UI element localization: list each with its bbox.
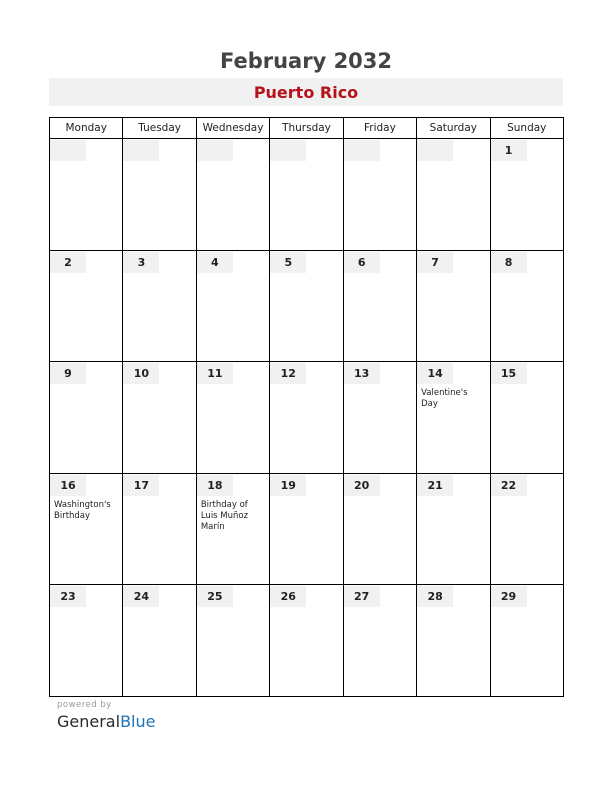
day-cell <box>490 362 563 474</box>
day-cell <box>50 362 123 474</box>
day-number: 13 <box>344 363 380 384</box>
day-number: 28 <box>417 586 453 607</box>
day-cell <box>417 362 490 474</box>
day-cell <box>123 362 196 474</box>
day-number: 19 <box>270 475 306 496</box>
day-cell <box>123 585 196 697</box>
day-number: 3 <box>123 252 159 273</box>
day-cell <box>50 139 123 251</box>
day-number <box>123 140 159 161</box>
holiday-label: Washington's Birthday <box>54 499 111 521</box>
day-number: 16 <box>50 475 86 496</box>
weekday-header: Sunday <box>490 118 563 139</box>
day-number <box>197 140 233 161</box>
day-number <box>50 140 86 161</box>
week-row <box>50 250 564 362</box>
day-cell <box>270 362 343 474</box>
day-number: 10 <box>123 363 159 384</box>
weekday-header: Saturday <box>417 118 490 139</box>
holiday-label: Birthday of Luis Muñoz Marín <box>200 499 249 532</box>
day-number: 29 <box>491 586 527 607</box>
week-row <box>50 362 564 474</box>
day-cell <box>50 585 123 697</box>
day-cell <box>270 250 343 362</box>
day-number: 25 <box>197 586 233 607</box>
day-cell <box>417 139 490 251</box>
powered-by-text: powered by <box>57 700 112 710</box>
day-cell <box>196 585 269 697</box>
day-cell <box>196 362 269 474</box>
page-title: February 2032 <box>219 49 393 73</box>
day-number: 7 <box>417 252 453 273</box>
country-banner <box>49 78 563 106</box>
day-cell <box>50 250 123 362</box>
day-cell <box>343 362 416 474</box>
weekday-header: Friday <box>343 118 416 139</box>
day-number: 27 <box>344 586 380 607</box>
brand-general: General <box>57 712 121 731</box>
footer <box>57 700 155 731</box>
week-row <box>50 473 564 585</box>
day-cell <box>50 473 123 585</box>
generalblue-logo[interactable] <box>57 712 155 731</box>
calendar-grid <box>49 117 564 697</box>
day-cell <box>270 585 343 697</box>
day-number: 14 <box>417 363 453 384</box>
day-cell <box>343 139 416 251</box>
day-cell <box>490 139 563 251</box>
holiday-label: Valentine's Day <box>421 388 468 410</box>
day-number: 9 <box>50 363 86 384</box>
country-name: Puerto Rico <box>253 83 359 102</box>
brand-blue: Blue <box>120 712 156 731</box>
day-number: 17 <box>123 475 159 496</box>
day-number: 1 <box>491 140 527 161</box>
week-row <box>50 139 564 251</box>
day-cell <box>490 250 563 362</box>
day-cell <box>417 250 490 362</box>
day-number: 20 <box>344 475 380 496</box>
day-number: 8 <box>491 252 527 273</box>
day-number <box>344 140 380 161</box>
day-number: 12 <box>270 363 306 384</box>
day-number: 4 <box>197 252 233 273</box>
day-cell <box>123 250 196 362</box>
day-number: 6 <box>344 252 380 273</box>
day-cell <box>270 473 343 585</box>
week-row <box>50 585 564 697</box>
day-number: 22 <box>491 475 527 496</box>
day-cell <box>417 585 490 697</box>
day-number <box>417 140 453 161</box>
weekday-header: Thursday <box>270 118 343 139</box>
day-number: 24 <box>123 586 159 607</box>
day-number: 21 <box>417 475 453 496</box>
day-cell <box>123 139 196 251</box>
day-number: 2 <box>50 252 86 273</box>
day-cell <box>490 473 563 585</box>
day-cell <box>490 585 563 697</box>
day-cell <box>196 473 269 585</box>
day-cell <box>196 250 269 362</box>
weekday-header: Monday <box>50 118 123 139</box>
day-cell <box>417 473 490 585</box>
day-number: 11 <box>197 363 233 384</box>
day-cell <box>343 473 416 585</box>
day-number: 5 <box>270 252 306 273</box>
weekday-header: Tuesday <box>123 118 196 139</box>
day-number: 15 <box>491 363 527 384</box>
weekday-header-row <box>50 118 564 139</box>
weekday-header: Wednesday <box>196 118 269 139</box>
day-cell <box>343 585 416 697</box>
day-number: 26 <box>270 586 306 607</box>
day-cell <box>270 139 343 251</box>
day-number <box>270 140 306 161</box>
day-cell <box>123 473 196 585</box>
day-cell <box>343 250 416 362</box>
day-number: 23 <box>50 586 86 607</box>
day-number: 18 <box>197 475 233 496</box>
day-cell <box>196 139 269 251</box>
